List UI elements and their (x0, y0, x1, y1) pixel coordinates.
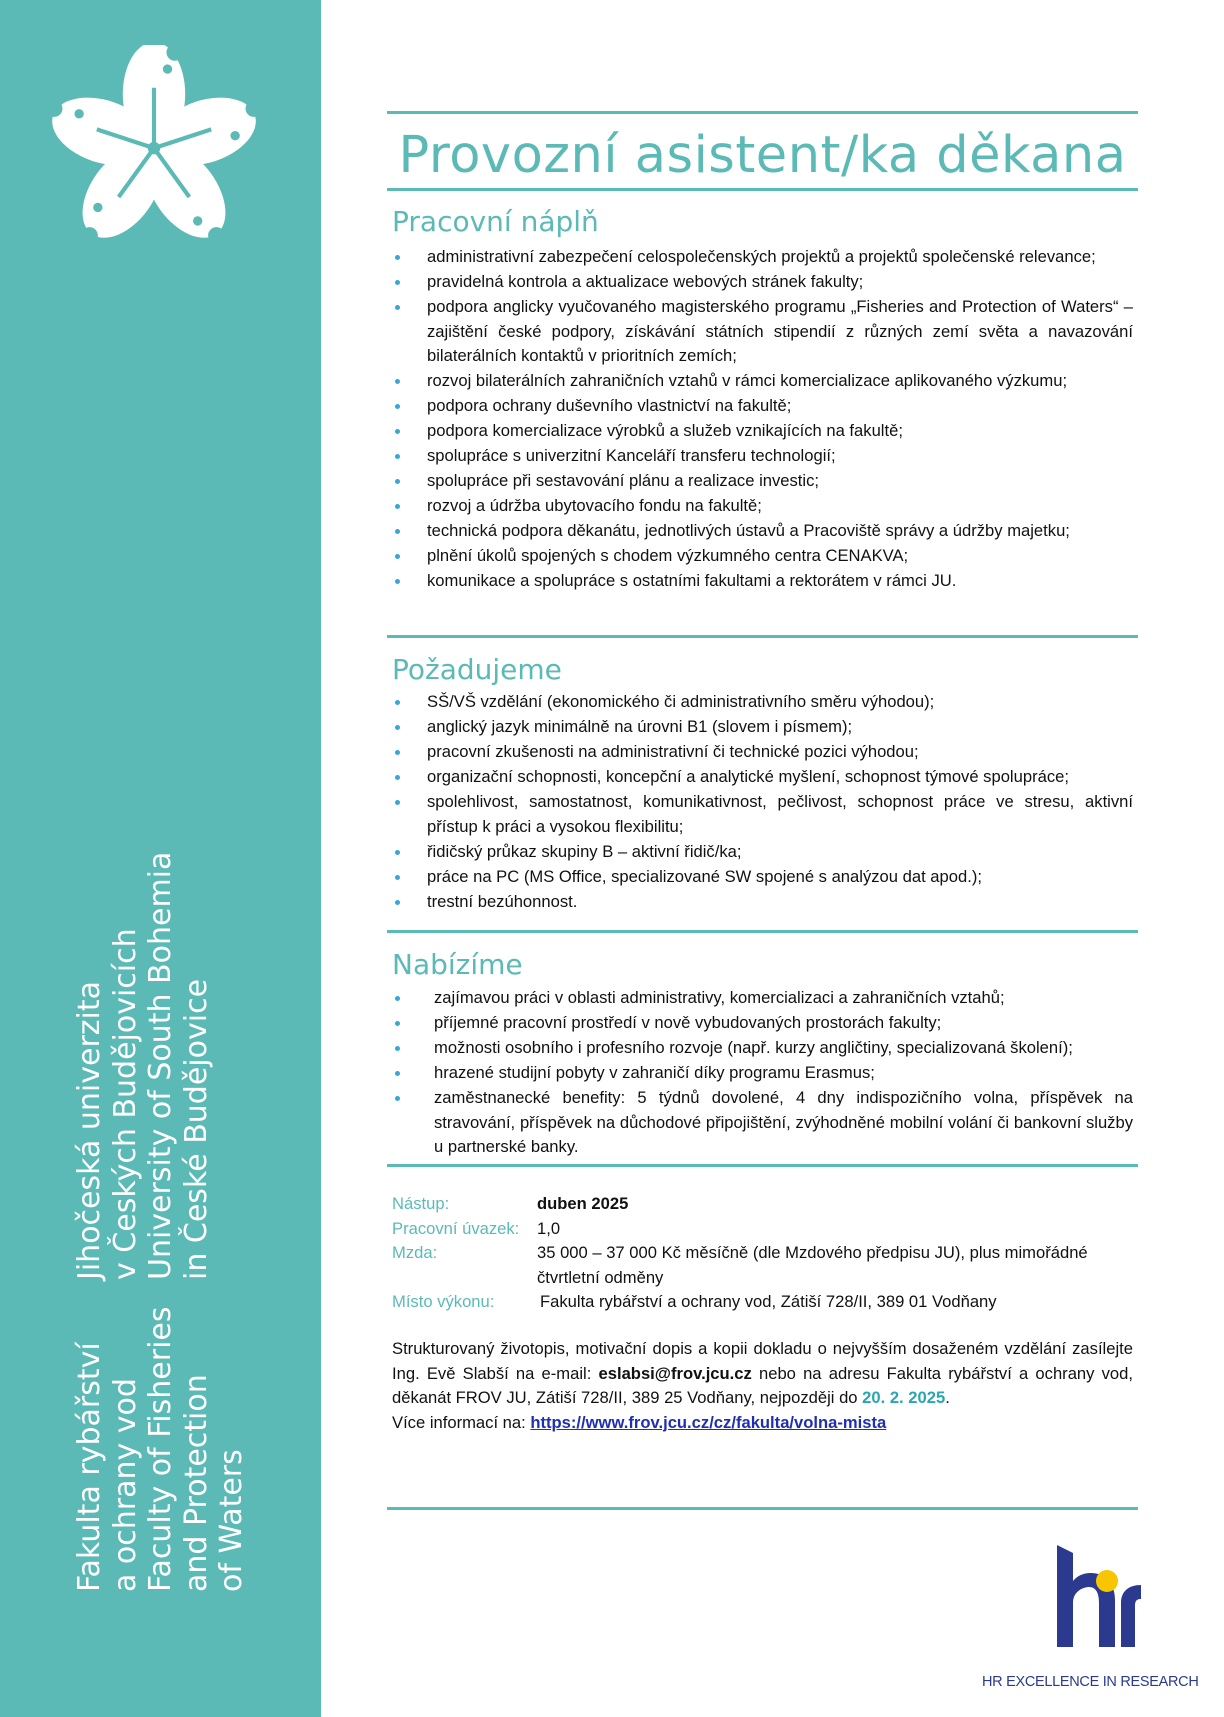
detail-label: Místo výkonu: (392, 1292, 495, 1311)
list-item: spolupráce při sestavování plánu a realizace investic; (387, 469, 1133, 494)
section-heading-duties: Pracovní náplň (392, 205, 599, 238)
faculty-line: of Waters (214, 1449, 249, 1592)
contact-email[interactable]: eslabsi@frov.jcu.cz (598, 1363, 752, 1383)
university-line: University of South Bohemia (143, 851, 178, 1280)
hr-excellence-label: HR EXCELLENCE IN RESEARCH (982, 1674, 1199, 1690)
list-item: rozvoj bilaterálních zahraničních vztahů v rámci komercializace aplikovaného výzkumu; (387, 369, 1133, 394)
divider (387, 1164, 1138, 1167)
application-text: . (945, 1388, 950, 1407)
detail-label: Pracovní úvazek: (392, 1218, 520, 1238)
university-name (72, 852, 214, 1280)
list-item: SŠ/VŠ vzdělání (ekonomického či administrativního směru výhodou); (387, 690, 1133, 715)
list-item: komunikace a spolupráce s ostatními fakultami a rektorátem v rámci JU. (387, 569, 1133, 594)
list-item: podpora ochrany duševního vlastnictví na fakultě; (387, 394, 1133, 419)
list-item: spolupráce s univerzitní Kanceláří transferu technologií; (387, 444, 1133, 469)
main-content (387, 0, 1138, 1717)
list-item: práce na PC (MS Office, specializované SW spojené s analýzou dat apod.); (387, 865, 1133, 890)
detail-value: duben 2025 (537, 1194, 629, 1213)
more-info-label: Více informací na: (392, 1412, 531, 1432)
list-item: pracovní zkušenosti na administrativní či technické pozici výhodou; (387, 740, 1133, 765)
offer-list (387, 986, 1133, 1160)
list-item: příjemné pracovní prostředí v nově vybudovaných prostorách fakulty; (387, 1011, 1133, 1036)
faculty-name (72, 1307, 250, 1593)
list-item: podpora komercializace výrobků a služeb vznikajících na fakultě; (387, 419, 1133, 444)
detail-row-workload (392, 1217, 1138, 1242)
application-text: Strukturovaný životopis, motivační dopis a kopii dokladu o nejvyšším dosaženém vzdělání zasílejte Ing. Evě Slabší na e-mail: (392, 1339, 1133, 1383)
university-line: v Českých Budějovicích (107, 928, 143, 1280)
detail-row-start (392, 1192, 1138, 1217)
divider (387, 930, 1138, 933)
list-item: administrativní zabezpečení celospolečenských projektů a projektů společenské relevance; (387, 245, 1133, 270)
list-item: spolehlivost, samostatnost, komunikativnost, pečlivost, schopnost práce ve stresu, aktivní přístup k práci a vysokou flexibilitu; (387, 790, 1133, 839)
faculty-line: Faculty of Fisheries (143, 1306, 178, 1592)
application-instructions (392, 1337, 1133, 1435)
list-item: zajímavou práci v oblasti administrativy, komercializaci a zahraničních vztahů; (387, 986, 1133, 1011)
divider (387, 111, 1138, 114)
requirements-list (387, 690, 1133, 915)
page-title: Provozní asistent/ka děkana (398, 126, 1127, 185)
list-item: hrazené studijní pobyty v zahraničí díky programu Erasmus; (387, 1061, 1133, 1086)
duties-list (387, 245, 1133, 594)
section-heading-requirements: Požadujeme (392, 653, 562, 686)
detail-value: 35 000 – 37 000 Kč měsíčně (dle Mzdového předpisu JU), plus mimořádné čtvrtletní odměny (537, 1243, 1088, 1287)
section-heading-offer: Nabízíme (392, 948, 523, 981)
faculty-line: Fakulta rybářství (72, 1342, 107, 1592)
divider (387, 188, 1138, 191)
list-item: trestní bezúhonnost. (387, 890, 1133, 915)
faculty-line: and Protection (178, 1374, 214, 1592)
divider (387, 635, 1138, 638)
list-item: organizační schopnosti, koncepční a analytické myšlení, schopnost týmové spolupráce; (387, 765, 1133, 790)
detail-label: Nástup: (392, 1194, 450, 1213)
more-info-link[interactable]: https://www.frov.jcu.cz/cz/fakulta/volna-mista (530, 1412, 887, 1432)
deadline-date: 20. 2. 2025 (862, 1388, 946, 1407)
sidebar (0, 0, 321, 1717)
list-item: plnění úkolů spojených s chodem výzkumného centra CENAKVA; (387, 544, 1133, 569)
detail-value: Fakulta rybářství a ochrany vod, Zátiší 728/II, 389 01 Vodňany (540, 1292, 997, 1311)
list-item: zaměstnanecké benefity: 5 týdnů dovolené, 4 dny indispozičního volna, příspěvek na stravování, příspěvek na důchodové připojištění, zvýhodněné mobilní volání či bankovní služby u partnerské banky. (387, 1086, 1133, 1160)
list-item: rozvoj a údržba ubytovacího fondu na fakultě; (387, 494, 1133, 519)
list-item: anglický jazyk minimálně na úrovni B1 (slovem i písmem); (387, 715, 1133, 740)
divider (387, 1507, 1138, 1510)
flower-logo-icon (50, 45, 258, 245)
application-text: nebo na adresu Fakulta rybářství a ochrany vod, děkanát FROV JU, Zátiší 728/II, 389 25 Vodňany, nejpozději do (392, 1363, 1133, 1407)
detail-label: Mzda: (392, 1243, 438, 1262)
university-line: in České Budějovice (178, 978, 214, 1280)
faculty-line: a ochrany vod (107, 1378, 143, 1592)
position-details (392, 1192, 1138, 1315)
detail-value: 1,0 (537, 1218, 561, 1238)
list-item: pravidelná kontrola a aktualizace webových stránek fakulty; (387, 270, 1133, 295)
list-item: možnosti osobního i profesního rozvoje (např. kurzy angličtiny, specializovaná školení); (387, 1036, 1133, 1061)
list-item: řidičský průkaz skupiny B – aktivní řidič/ka; (387, 840, 1133, 865)
detail-row-place (392, 1290, 1138, 1315)
list-item: podpora anglicky vyučovaného magisterského programu „Fisheries and Protection of Waters“ – zajištění české podpory, získávání státních stipendií z různých zemí světa a navazování bilaterálních kontaktů v prioritních zemích; (387, 295, 1133, 369)
list-item: technická podpora děkanátu, jednotlivých ústavů a Pracoviště správy a údržby majetku; (387, 519, 1133, 544)
university-line: Jihočeská univerzita (72, 980, 107, 1280)
hr-excellence-logo-icon (1055, 1545, 1143, 1650)
detail-row-salary (392, 1241, 1138, 1290)
